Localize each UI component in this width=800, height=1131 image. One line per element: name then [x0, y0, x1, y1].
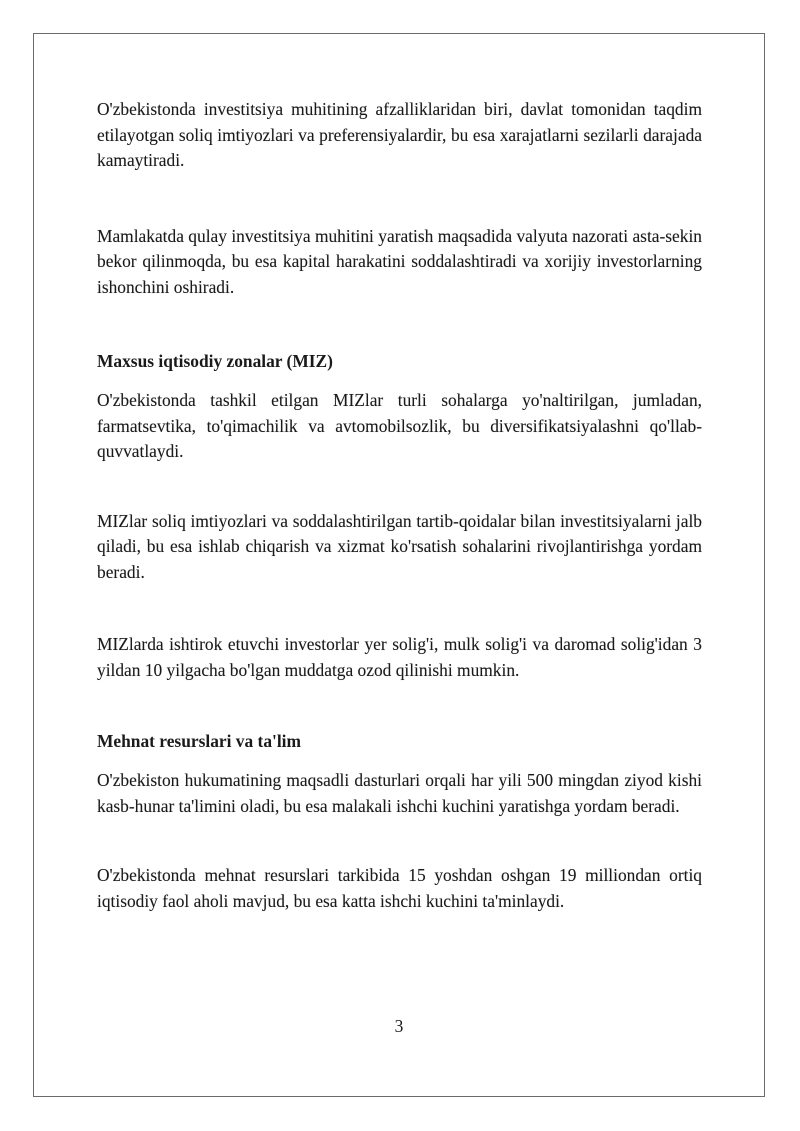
- document-page: [33, 33, 765, 1097]
- page-number: 3: [394, 1016, 404, 1036]
- paragraph: O'zbekiston hukumatining maqsadli dasturlari orqali har yili 500 mingdan ziyod kishi kasb-hunar ta'limini oladi, bu esa malakali ishchi kuchini yaratishga yordam beradi.: [97, 770, 702, 816]
- paragraph: Mamlakatda qulay investitsiya muhitini yaratish maqsadida valyuta nazorati asta-sekin bekor qilinmoqda, bu esa kapital harakatini soddalashtiradi va xorijiy investorlarning ishonchini oshiradi.: [97, 225, 702, 297]
- paragraph: O'zbekistonda investitsiya muhitining afzalliklaridan biri, davlat tomonidan taqdim etilayotgan soliq imtiyozlari va preferensiyalardir, bu esa xarajatlarni sezilarli darajada kamaytiradi.: [97, 99, 702, 170]
- page-content: [97, 97, 702, 914]
- section-heading: Mehnat resurslari va ta'lim: [97, 731, 301, 751]
- paragraph: MIZlar soliq imtiyozlari va soddalashtirilgan tartib-qoidalar bilan investitsiyalarni jalb qiladi, bu esa ishlab chiqarish va xizmat ko'rsatish sohalarini rivojlantirishga yordam beradi.: [97, 510, 702, 582]
- paragraph: O'zbekistonda mehnat resurslari tarkibida 15 yoshdan oshgan 19 milliondan ortiq iqtisodiy faol aholi mavjud, bu esa katta ishchi kuchini ta'minlaydi.: [97, 865, 702, 911]
- paragraph: O'zbekistonda tashkil etilgan MIZlar turli sohalarga yo'naltirilgan, jumladan, farmatsevtika, to'qimachilik va avtomobilsozlik, bu diversifikatsiyalashni qo'llab-quvvatlaydi.: [97, 390, 702, 461]
- paragraph: MIZlarda ishtirok etuvchi investorlar yer solig'i, mulk solig'i va daromad solig'idan 3 yildan 10 yilgacha bo'lgan muddatga ozod qilinishi mumkin.: [97, 634, 702, 680]
- section-heading: Maxsus iqtisodiy zonalar (MIZ): [97, 351, 333, 371]
